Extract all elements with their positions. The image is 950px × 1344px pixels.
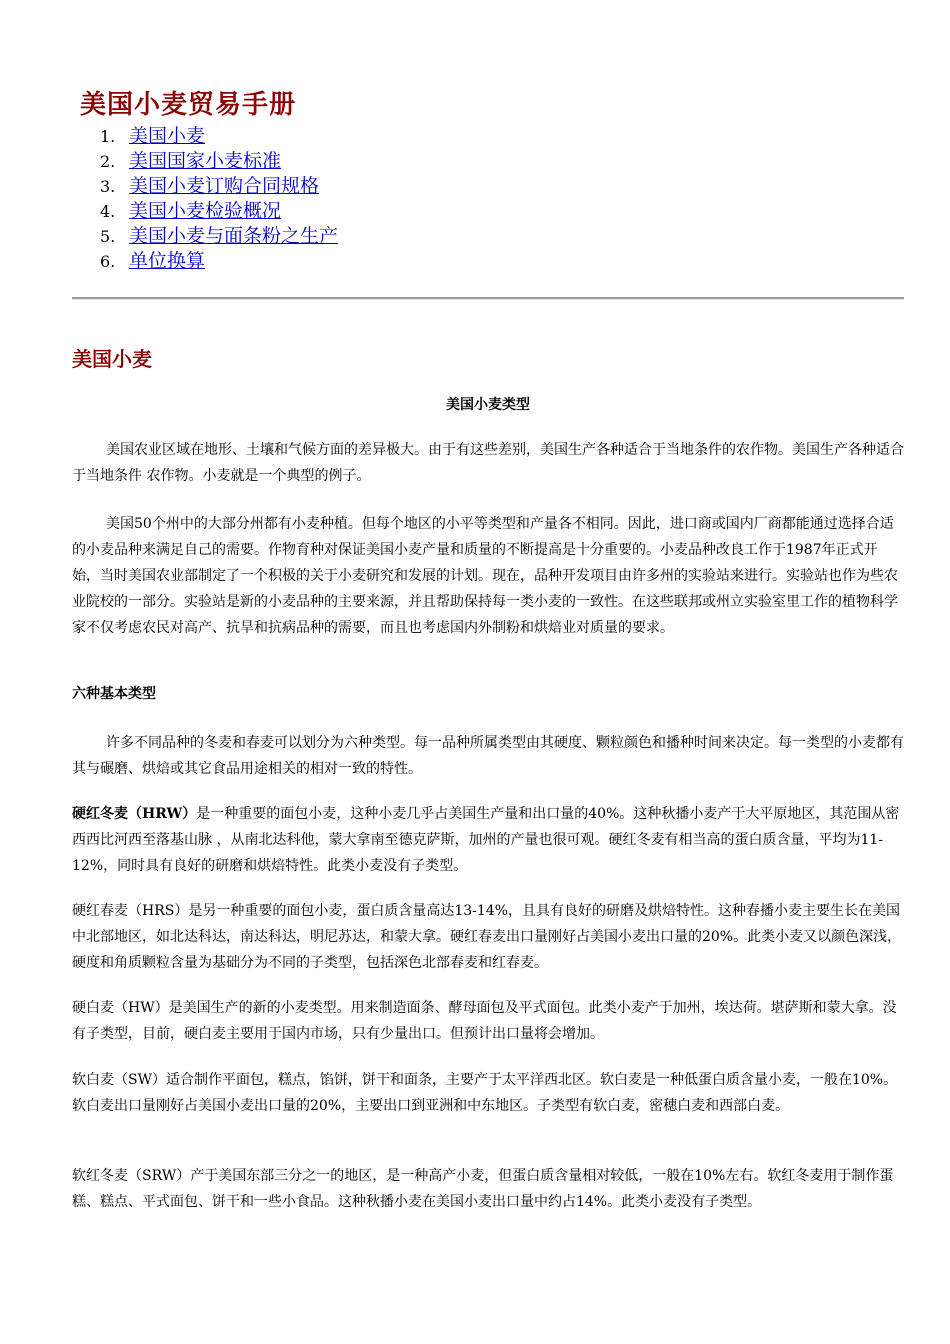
paragraph-intro: 美国农业区域在地形、土壤和气候方面的差异极大。由于有这些差别，美国生产各种适合于当地条件的农作物。美国生产各种适合于当地条件 农作物。小麦就是一个典型的例子。 xyxy=(72,442,904,484)
table-of-contents xyxy=(100,124,338,274)
section-title: 美国小麦 xyxy=(72,347,152,371)
toc-item xyxy=(100,149,338,174)
toc-item xyxy=(100,224,338,249)
toc-item xyxy=(100,174,338,199)
toc-item xyxy=(100,249,338,274)
paragraph-hrw xyxy=(72,801,904,879)
toc-link-unit-conversion[interactable]: 单位换算 xyxy=(129,250,206,272)
toc-item xyxy=(100,124,338,149)
toc-number: 5. xyxy=(100,227,116,246)
paragraph-srw: 软红冬麦（SRW）产于美国东部三分之一的地区，是一种高产小麦，但蛋白质含量相对较低，一般在10%左右。软红冬麦用于制作蛋糕、糕点、平式面包、饼干和一些小食品。这种秋播小麦在美国小麦出口量中约占14%。此类小麦没有子类型。 xyxy=(72,1168,894,1210)
divider xyxy=(72,297,904,300)
paragraph-varieties: 美国50个州中的大部分州都有小麦种植。但每个地区的小平等类型和产量各不相同。因此，进口商或国内厂商都能通过选择合适的小麦品种来满足自己的需要。作物育种对保证美国小麦产量和质量的不断提高是十分重要的。小麦品种改良工作于1987年正式开始，当时美国农业部制定了一个积极的关于小麦研究和发展的计划。现在，品种开发项目由许多州的实验站来进行。实验站也作为些农业院校的一部分。实验站是新的小麦品种的主要来源，并且帮助保持每一类小麦的一致性。在这些联邦或州立实验室里工作的植物科学家不仅考虑农民对高产、抗旱和抗病品种的需要，而且也考虑国内外制粉和烘焙业对质量的要求。 xyxy=(72,516,898,636)
toc-number: 4. xyxy=(100,202,116,221)
toc-link-contract-specs[interactable]: 美国小麦订购合同规格 xyxy=(129,175,320,197)
document-title: 美国小麦贸易手册 xyxy=(80,90,297,120)
toc-item xyxy=(100,199,338,224)
toc-link-national-standards[interactable]: 美国国家小麦标准 xyxy=(129,150,282,172)
toc-number: 6. xyxy=(100,252,116,271)
toc-link-us-wheat[interactable]: 美国小麦 xyxy=(129,125,206,147)
toc-link-noodle-flour[interactable]: 美国小麦与面条粉之生产 xyxy=(129,225,339,247)
toc-number: 2. xyxy=(100,152,116,171)
paragraph-hw: 硬白麦（HW）是美国生产的新的小麦类型。用来制造面条、酵母面包及平式面包。此类小麦产于加州，埃达荷。堪萨斯和蒙大拿。没有子类型，目前，硬白麦主要用于国内市场，只有少量出口。但预计出口量将会增加。 xyxy=(72,1000,897,1042)
section-subtitle: 美国小麦类型 xyxy=(446,397,530,413)
hrw-label: 硬红冬麦（HRW） xyxy=(72,806,197,822)
heading-six-types: 六种基本类型 xyxy=(72,686,156,702)
toc-number: 3. xyxy=(100,177,116,196)
toc-link-inspection[interactable]: 美国小麦检验概况 xyxy=(129,200,282,222)
paragraph-hrs: 硬红春麦（HRS）是另一种重要的面包小麦，蛋白质含量高达13-14%，且具有良好的研磨及烘焙特性。这种春播小麦主要生长在美国中北部地区，如北达科达，南达科达，明尼苏达，和蒙大拿。硬红春麦出口量刚好占美国小麦出口量的20%。此类小麦又以颜色深浅，硬度和角质颗粒含量为基础分为不同的子类型，包括深色北部春麦和红春麦。 xyxy=(72,903,902,971)
paragraph-six-types: 许多不同品种的冬麦和春麦可以划分为六种类型。每一品种所属类型由其硬度、颗粒颜色和播种时间来决定。每一类型的小麦都有其与碾磨、烘焙或其它食品用途相关的相对一致的特性。 xyxy=(72,735,904,777)
hrw-text: 是一种重要的面包小麦，这种小麦几乎占美国生产量和出口量的40%。这种秋播小麦产于大平原地区，其范围从密西西比河西至落基山脉 ，从南北达科他，蒙大拿南至德克萨斯，加州的产量也很可观。硬红冬麦有相当高的蛋白质含量，平均为11-12%，同时具有良好的研磨和烘焙特性。此类小麦没有子类型。 xyxy=(72,806,900,874)
paragraph-sw: 软白麦（SW）适合制作平面包，糕点，馅饼，饼干和面条，主要产于太平洋西北区。软白麦是一种低蛋白质含量小麦，一般在10%。软白麦出口量刚好占美国小麦出口量的20%，主要出口到亚洲和中东地区。子类型有软白麦，密穗白麦和西部白麦。 xyxy=(72,1072,898,1114)
toc-number: 1. xyxy=(100,127,116,146)
